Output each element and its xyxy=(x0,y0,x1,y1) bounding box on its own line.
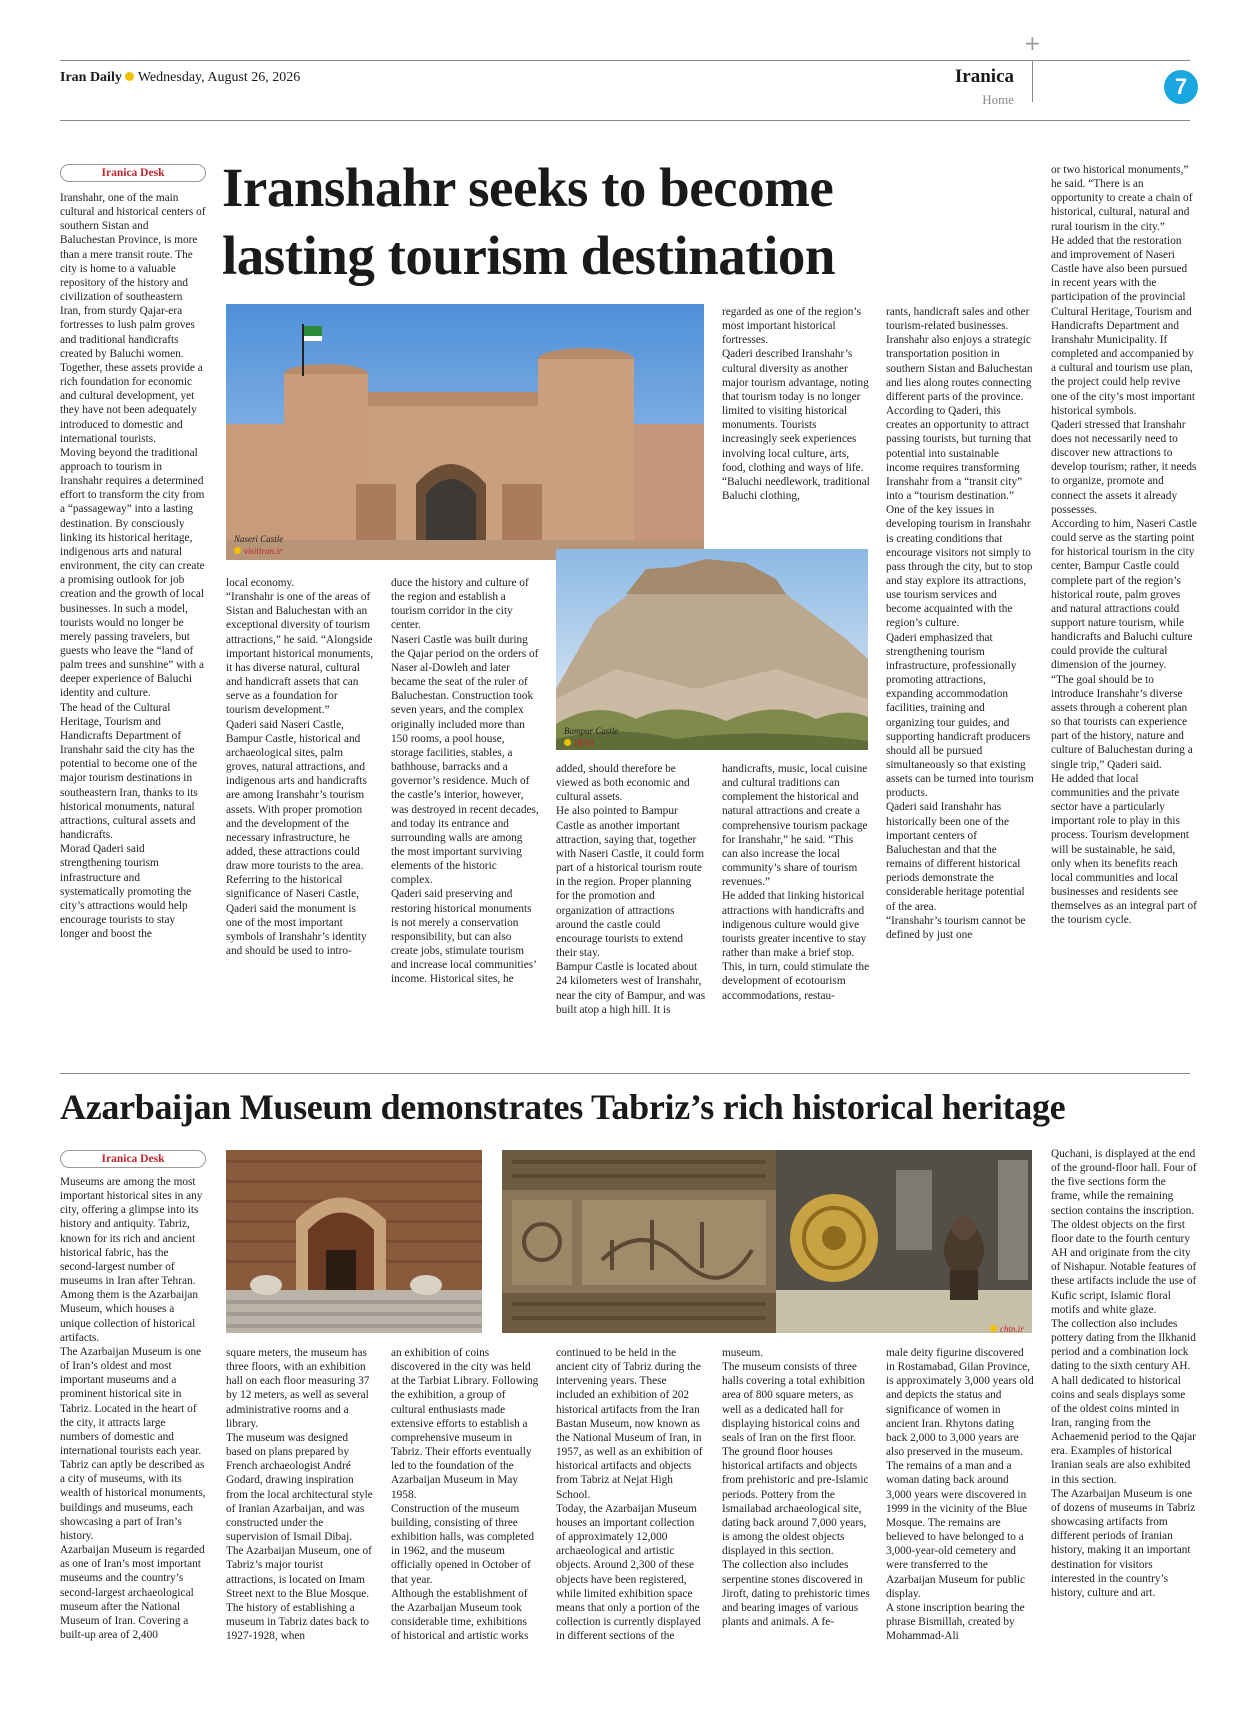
page-number: 7 xyxy=(1164,70,1198,104)
bampur-castle-photo xyxy=(556,549,868,750)
caption-text: Bampur Castle xyxy=(564,726,619,736)
caption-source: visitiran.ir xyxy=(244,546,283,556)
section-divider xyxy=(1032,60,1033,102)
caption-text: Naseri Castle xyxy=(234,534,284,544)
article1-column-1: Iranshahr, one of the main cultural and historical centers of southern Sistan and Baluchestan Province, is more than a mere transit route. The city is home to a valuable repository of the history and civilization of southeastern Iran, from sturdy Qajar-era fortresses to lush palm groves and traditional handicrafts created by Baluchi women. Together, these assets provide a rich foundation for economic and cultural development, yet they have not been adequately introduced to domestic and international tourists. Moving beyond the traditional approach to tourism in Iranshahr requires a determined effort to transform the city from a “passageway” into a lasting destination. By consciously linking its historical heritage, indigenous arts and natural environment, the city can create a promising outlook for job creation and the growth of local businesses. In such a model, tourists would no longer be merely passing travelers, but guests who leave the “land of palm trees and sunshine” with a deeper experience of Baluchi identity and culture. The head of the Cultural Heritage, Tourism and Handicrafts Department of Iranshahr said the city has the potential to become one of the major tourism destinations in southeastern Iran, thanks to its historical monuments, natural attractions, cultural assets and handicrafts. Morad Qaderi said strengthening tourism infrastructure and systematically promoting the city’s attractions would help encourage tourists to stay longer and boost the xyxy=(60,192,206,941)
article1-column-7: or two historical monuments,” he said. “There is an opportunity to create a chain of historical, cultural, natural and rural tourism in the city.” He added that the restoration and improvement of Naseri Castle have also been pursued in recent years with the participation of the provincial Cultural Heritage, Tourism and Handicrafts Department and Iranshahr Municipality. If completed and accompanied by a cultural and tourism use plan, the project could help revive one of the city’s most important historical symbols. Qaderi stressed that Iranshahr does not necessarily need to discover new attractions to develop tourism; rather, it needs to organize, promote and connect the assets it already possesses. According to him, Naseri Castle could serve as the starting point for historical tourism in the city center, Bampur Castle could complete part of the region’s historical route, palm groves and natural attractions could support nature tourism, while handicrafts and Baluchi culture could provide the cultural dimension of the journey. “The goal should be to introduce Iranshahr’s diverse assets through a coherent plan so that tourists can experience part of the history, nature and culture of Baluchestan during a single trip,” Qaderi said. He added that local communities and the private sector have a particularly important role to play in this process. Tourism development will be sustainable, he said, only when its benefits reach local communities and local businesses and residents see themselves as an integral part of the tourism cycle. xyxy=(1051,164,1197,927)
caption-source: IRNA xyxy=(574,738,594,748)
caption-source: chtn.ir xyxy=(1000,1324,1024,1334)
article2-column-3: an exhibition of coins discovered in the city was held at the Tarbiat Library. Following the exhibition, a group of cultural enthusiasts made extensive efforts to establish a comprehensive museum in Tabriz. Their efforts eventually led to the foundation of the Azarbaijan Museum in May 1958. Construction of the museum building, consisting of three exhibition halls, was completed in 1962, and the museum officially opened in October of that year. Although the establishment of the Azarbaijan Museum took considerable time, exhibitions of historical and artistic works xyxy=(391,1347,539,1643)
article-separator xyxy=(60,1073,1190,1074)
source-dot-icon xyxy=(990,1325,997,1332)
masthead xyxy=(60,70,300,86)
museum-image xyxy=(226,1150,482,1333)
castle-image xyxy=(556,549,868,750)
castle-image xyxy=(226,304,704,560)
desk-label: Iranica Desk xyxy=(60,1150,206,1168)
photo-caption xyxy=(990,1323,1024,1335)
crop-mark: + xyxy=(1024,31,1041,55)
article2-column-5: museum. The museum consists of three halls covering a total exhibition area of 800 square meters, as well as a dedicated hall for displaying historical coins and seals of Iran on the first floor. The ground floor houses historical artifacts and objects from prehistoric and pre-Islamic periods. Pottery from the Ismailabad archaeological site, dating back around 7,000 years, is among the oldest objects displayed in this section. The collection also includes serpentine stones discovered in Jiroft, dating to prehistoric times and bearing images of various plants and animals. A fe- xyxy=(722,1347,870,1628)
header-top-rule xyxy=(60,60,1190,61)
article2-column-4: continued to be held in the ancient city of Tabriz during the intervening years. These included an exhibition of 202 historical artifacts from the Iran Bastan Museum, now known as the National Museum of Iran, in 1957, as well as an exhibition of historical artifacts and objects from Tabriz at Nejat High School. Today, the Azarbaijan Museum houses an important collection of approximately 12,000 archaeological and artistic objects. Around 2,300 of these objects have been registered, while limited exhibition space means that only a portion of the collection is currently displayed in different sections of the xyxy=(556,1347,703,1643)
artifacts-photo xyxy=(776,1150,1032,1333)
article1-column-5: handicrafts, music, local cuisine and cultural traditions can complement the historical and natural attractions and create a comprehensive tourism package for Iranshahr,” he said. “This can also increase the local community’s share of tourism revenues.” He added that linking historical attractions with handicrafts and indigenous culture would give tourists greater incentive to stay rather than make a brief stop. This, in turn, could stimulate the development of ecotourism accommodations, restau- xyxy=(722,763,870,1002)
article2-column-7: Quchani, is displayed at the end of the ground-floor hall. Four of the five sections form the frame, while the remaining section contains the inscription. The oldest objects on the first floor date to the fourth century AH and originate from the city of Nishapur. Notable features of these artifacts include the use of Kufic script, Islamic floral motifs and white glaze. The collection also includes pottery dating from the Ilkhanid period and a combination lock dating to the sixth century AH. A hall dedicated to historical coins and seals displays some of the oldest coins minted in Iran, ranging from the Achaemenid period to the Qajar era. Examples of historical Iranian seals are also exhibited in this section. The Azarbaijan Museum is one of dozens of museums in Tabriz showcasing artifacts from different periods of Iranian history, making it an important destination for visitors interested in the country’s history, culture and art. xyxy=(1051,1148,1197,1599)
article2-column-6: male deity figurine discovered in Rostamabad, Gilan Province, is approximately 3,000 years old and depicts the status and significance of women in ancient Iran. Rhytons dating back 2,000 to 3,000 years are also preserved in the museum. The remains of a man and a woman dating back around 3,000 years were discovered in 1999 in the vicinity of the Blue Mosque. The remains are believed to have belonged to a 3,000-year-old cemetery and were transferred to the Azarbaijan Museum for public display. A stone inscription bearing the phrase Bismillah, created by Mohammad-Ali xyxy=(886,1347,1034,1643)
section-label xyxy=(955,66,1014,108)
source-dot-icon xyxy=(234,547,241,554)
photo-caption xyxy=(564,725,618,749)
subsection-name: Home xyxy=(982,92,1014,107)
article1-headline xyxy=(222,154,835,290)
photo-caption xyxy=(234,533,283,557)
article1-column-6: rants, handicraft sales and other tourism-related businesses. Iranshahr also enjoys a strategic transportation position in southern Sistan and Baluchestan and lies along routes connecting different parts of the province. According to Qaderi, this creates an opportunity to attract passing tourists, but turning that potential into sustainable income requires transforming Iranshahr from a “transit city” into a “tourism destination.” One of the key issues in developing tourism in Iranshahr is creating conditions that encourage visitors not simply to pass through the city, but to stop and stay explore its attractions, use tourism services and become acquainted with the region’s culture. Qaderi emphasized that strengthening tourism infrastructure, professionally promoting attractions, expanding accommodation facilities, training and organizing tour guides, and supporting handicraft producers should all be pursued simultaneously so that existing assets can be turned into tourism products. Qaderi said Iranshahr has historically been one of the important centers of Baluchestan and that the remains of different historical periods demonstrate the considerable heritage potential of the area. “Iranshahr’s tourism cannot be defined by just one xyxy=(886,306,1034,941)
article2-column-1: Museums are among the most important historical sites in any city, offering a glimpse into its history and antiquity. Tabriz, known for its rich and ancient historical fabric, has the second-largest number of museums in Iran after Tehran. Among them is the Azarbaijan Museum, which houses a unique collection of historical artifacts. The Azarbaijan Museum is one of Iran’s oldest and most important museums and a prominent historical site in Tabriz. Located in the heart of the city, it attracts large numbers of domestic and international tourists each year. Tabriz can aptly be described as a city of museums, with its wealth of historical monuments, buildings and museums, each showcasing a part of Iran’s history. Azarbaijan Museum is regarded as one of Iran’s most important museums and the country’s second-largest archaeological museum after the National Museum of Iran. Covering a built-up area of 2,400 xyxy=(60,1176,206,1641)
paper-name: Iran Daily xyxy=(60,70,122,85)
article1-column-3: duce the history and culture of the region and establish a tourism corridor in the city center. Naseri Castle was built during the Qajar period on the orders of Naser al-Dowleh and later became the seat of the ruler of Baluchestan. Construction took seven years, and the complex originally included more than 150 rooms, a pool house, storage facilities, stables, a bathhouse, barracks and a governor’s residence. Much of the castle’s interior, however, was destroyed in recent decades, and today its entrance and surrounding walls are among the most important surviving elements of the historic complex. Qaderi said preserving and restoring historical monuments is not merely a conservation responsibility, but can also create jobs, stimulate tourism and increase local communities’ income. Historical sites, he xyxy=(391,577,539,986)
inscription-image xyxy=(502,1150,776,1333)
article2-headline: Azarbaijan Museum demonstrates Tabriz’s rich historical heritage xyxy=(60,1087,1066,1127)
bullet-icon xyxy=(125,72,134,81)
stone-inscription-photo xyxy=(502,1150,776,1333)
desk-label: Iranica Desk xyxy=(60,164,206,182)
article1-column-2: local economy. “Iranshahr is one of the areas of Sistan and Baluchestan with an exceptional diversity of tourism attractions,” he said. “Alongside important historical monuments, it has diverse natural, cultural and handicraft assets that can serve as a foundation for tourism development.” Qaderi said Naseri Castle, Bampur Castle, historical and archaeological sites, palm groves, natural attractions, and indigenous arts and handicrafts are among Iranshahr’s tourism assets. With proper promotion and the development of the necessary infrastructure, he added, these attractions could draw more tourists to the area. Referring to the historical significance of Naseri Castle, Qaderi said the monument is one of the most important symbols of Iranshahr’s identity and should be used to intro- xyxy=(226,577,374,958)
headline-line: lasting tourism destination xyxy=(222,225,835,286)
headline-line: Iranshahr seeks to become xyxy=(222,157,834,218)
header-bottom-rule xyxy=(60,120,1190,121)
source-dot-icon xyxy=(564,739,571,746)
article1-column-4: added, should therefore be viewed as both economic and cultural assets. He also pointed to Bampur Castle as another important attraction, saying that, together with Naseri Castle, it could form part of a historical tourism route in the region. Proper planning for the promotion and organization of attractions around the castle could encourage tourists to extend their stay. Bampur Castle is located about 24 kilometers west of Iranshahr, near the city of Bampur, and was built atop a high hill. It is xyxy=(556,763,706,1016)
article2-column-2: square meters, the museum has three floors, with an exhibition hall on each floor measuring 37 by 12 meters, as well as several administrative rooms and a library. The museum was designed based on plans prepared by French archaeologist André Godard, drawing inspiration from the local architectural style of Iranian Azarbaijan, and was constructed under the supervision of Ismail Dibaj. The Azarbaijan Museum, one of Tabriz’s major tourist attractions, is located on Imam Street next to the Blue Mosque. The history of establishing a museum in Tabriz dates back to 1927-1928, when xyxy=(226,1347,373,1643)
museum-entrance-photo xyxy=(226,1150,482,1333)
issue-date: Wednesday, August 26, 2026 xyxy=(137,70,301,85)
article1-column-4-top: regarded as one of the region’s most important historical fortresses. Qaderi described Iranshahr’s cultural diversity as another major tourism advantage, noting that tourism today is no longer limited to visiting historical monuments. Tourists increasingly seek experiences involving local culture, arts, food, clothing and ways of life. “Baluchi needlework, traditional Baluchi clothing, xyxy=(722,306,870,503)
section-name: Iranica xyxy=(954,66,1014,87)
artifacts-image xyxy=(776,1150,1032,1333)
naseri-castle-photo xyxy=(226,304,704,560)
